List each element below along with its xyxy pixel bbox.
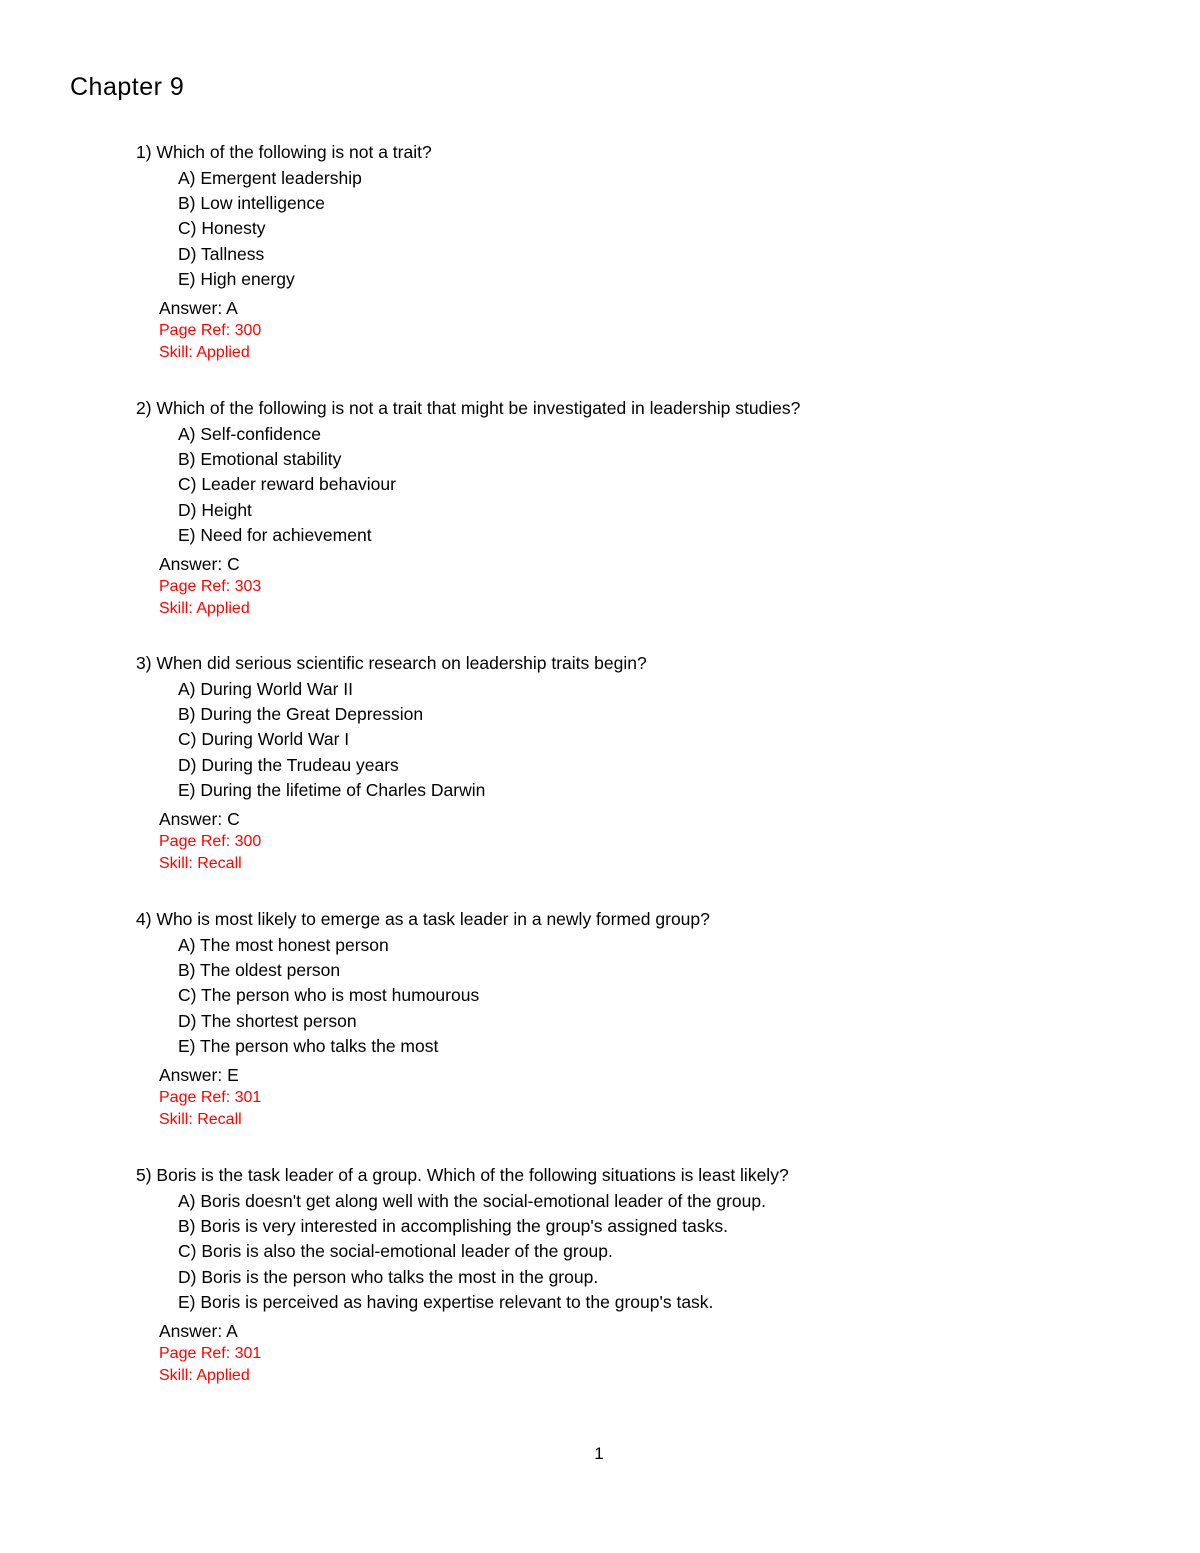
question-stem: 1) Which of the following is not a trait? <box>136 142 432 162</box>
question-stem: 5) Boris is the task leader of a group. Which of the following situations is least likely? <box>136 1165 789 1185</box>
choice-e: E) The person who talks the most <box>178 1035 439 1056</box>
skill-level: Skill: Recall <box>159 1110 242 1128</box>
answer-line: Answer: A <box>159 297 238 318</box>
choice-b: B) Low intelligence <box>178 193 325 214</box>
skill-level: Skill: Applied <box>159 599 250 617</box>
page-ref: Page Ref: 300 <box>159 832 262 850</box>
skill-level: Skill: Applied <box>159 1366 250 1384</box>
choice-a: A) Self-confidence <box>178 424 321 444</box>
choice-d: D) The shortest person <box>178 1010 357 1031</box>
question-3 <box>136 652 1136 875</box>
choice-c: C) Boris is also the social-emotional leader of the group. <box>178 1241 613 1262</box>
choice-list <box>136 933 1136 1059</box>
choice-list <box>136 166 1136 292</box>
choice-e: E) High energy <box>178 268 295 289</box>
choice-a: A) Emergent leadership <box>178 168 362 188</box>
choice-list <box>136 422 1136 548</box>
choice-e: E) During the lifetime of Charles Darwin <box>178 779 486 800</box>
skill-level: Skill: Recall <box>159 854 242 872</box>
question-stem: 2) Which of the following is not a trait that might be investigated in leadership studies? <box>136 398 801 418</box>
choice-b: B) Emotional stability <box>178 449 342 470</box>
question-4 <box>136 908 1136 1131</box>
page-number <box>0 1444 1200 1464</box>
page-ref: Page Ref: 301 <box>159 1344 262 1362</box>
choice-list <box>136 1189 1136 1315</box>
choice-a: A) The most honest person <box>178 935 389 955</box>
skill-level: Skill: Applied <box>159 343 250 361</box>
question-stem: 3) When did serious scientific research on leadership traits begin? <box>136 653 647 673</box>
choice-d: D) Height <box>178 499 252 520</box>
choice-a: A) Boris doesn't get along well with the social-emotional leader of the group. <box>178 1191 766 1211</box>
question-2 <box>136 397 1136 620</box>
answer-line: Answer: C <box>159 553 240 574</box>
choice-d: D) Tallness <box>178 243 265 264</box>
choice-c: C) The person who is most humourous <box>178 985 480 1006</box>
answer-line: Answer: E <box>159 1064 239 1085</box>
choice-d: D) During the Trudeau years <box>178 754 399 775</box>
chapter-title: Chapter 9 <box>70 73 185 101</box>
page-number-label: 1 <box>594 1444 604 1463</box>
answer-line: Answer: C <box>159 808 240 829</box>
answer-line: Answer: A <box>159 1320 238 1341</box>
choice-b: B) During the Great Depression <box>178 704 424 725</box>
question-stem: 4) Who is most likely to emerge as a task leader in a newly formed group? <box>136 909 710 929</box>
choice-e: E) Need for achievement <box>178 524 372 545</box>
choice-d: D) Boris is the person who talks the most in the group. <box>178 1266 599 1287</box>
page-ref: Page Ref: 301 <box>159 1088 262 1106</box>
choice-c: C) During World War I <box>178 729 350 750</box>
choice-list <box>136 677 1136 803</box>
choice-b: B) Boris is very interested in accomplishing the group's assigned tasks. <box>178 1216 728 1237</box>
choice-c: C) Honesty <box>178 218 266 239</box>
choice-b: B) The oldest person <box>178 960 341 981</box>
question-5 <box>136 1164 1136 1387</box>
page-ref: Page Ref: 303 <box>159 577 262 595</box>
question-1 <box>136 141 1136 364</box>
choice-c: C) Leader reward behaviour <box>178 474 396 495</box>
page-ref: Page Ref: 300 <box>159 321 262 339</box>
choice-e: E) Boris is perceived as having expertise relevant to the group's task. <box>178 1291 714 1312</box>
choice-a: A) During World War II <box>178 679 354 699</box>
